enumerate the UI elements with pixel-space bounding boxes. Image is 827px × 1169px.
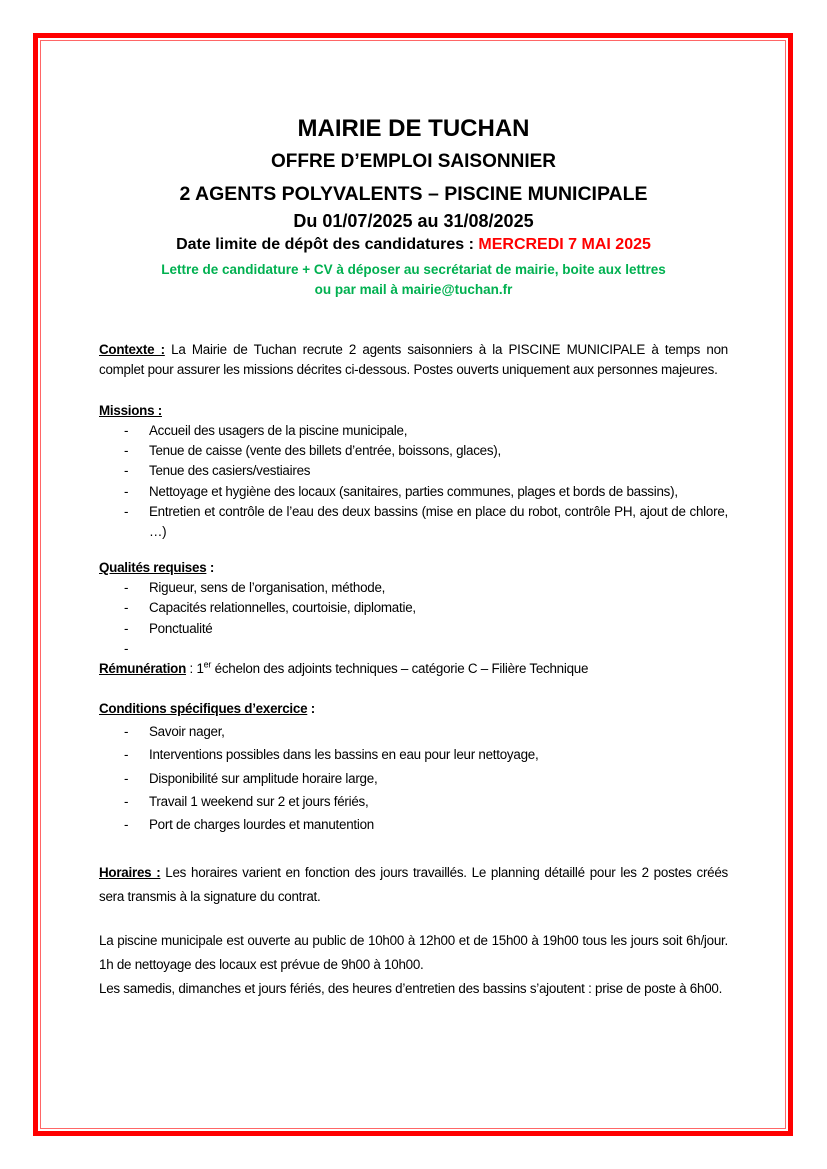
offer-body: Contexte : La Mairie de Tuchan recrute 2 agents saisonniers à la PISCINE MUNICIPALE à temps non complet pour assurer les missions décrites ci-dessous. Postes ouverts uniquement aux personnes majeures. Missions : - Accueil des usagers de la piscine municipale, - Tenue de caisse (vente des billets d’entrée, boissons, glaces), - Tenue des casiers/vestiaires - Nettoyage et hygiène des locaux (sanitaires, parties communes, plages et bords de bassins), - Entretien et contrôle de l’eau des deux bassins (mise en place du robot, contrôle PH, ajout de chlore, …) Qualités requises : - Rigueur, sens de l’organisation, méthode, - Capacités relationnelles, courtoisie, diplomatie, - Ponctualité - Rémunération : 1er échelon des adjoints techniques – catégorie C – Filière Technique Conditions spécifiques d’exercice : - Savoir nager, - Interventions possibles dans les bassins en eau pour leur nettoyage, - Disponibilité sur amplitude horaire large, - Travail 1 weekend sur 2 et jours fériés, - Port de charges lourdes et manutention Horaires : Les horaires varient en fonction des jours travaillés. Le planning détaillé pour les 2 postes créés sera transmis à la signature du contrat. La piscine municipale est ouverte au public de 10h00 à 12h00 et de 15h00 à 19h00 tous les jours soit 6h/jour. 1h de nettoyage des locaux est prévue de 9h00 à 10h00. Les samedis, dimanches et jours fériés, des heures d’entretien des bassins s’ajoutent : prise de poste à 6h00. <box>99 340 728 1001</box>
list-item: - Ponctualité <box>124 620 213 636</box>
list-item: - Tenue des casiers/vestiaires <box>124 463 311 479</box>
hours-para-2: Les samedis, dimanches et jours fériés, des heures d’entretien des bassins s’ajoutent : prise de poste à 6h00. <box>99 980 723 996</box>
apply-line-1: Lettre de candidature + CV à déposer au secrétariat de mairie, boite aux lettres <box>161 262 666 277</box>
list-item: - Travail 1 weekend sur 2 et jours fériés, <box>124 793 369 809</box>
remuneration-label: Rémunération <box>99 661 187 677</box>
remuneration-section: Rémunération : 1er échelon des adjoints techniques – catégorie C – Filière Technique <box>99 659 589 677</box>
list-item: - Entretien et contrôle de l’eau des deux bassins (mise en place du robot, contrôle PH, ajout de chlore, …) <box>124 504 728 540</box>
list-item: - Nettoyage et hygiène des locaux (sanitaires, parties communes, plages et bords de bassins), <box>124 483 678 499</box>
list-item: - Savoir nager, <box>124 723 225 739</box>
offer-title: OFFRE D’EMPLOI SAISONNIER <box>270 151 557 172</box>
missions-label: Missions : <box>99 402 162 418</box>
context-section <box>99 340 728 381</box>
list-item: - Port de charges lourdes et manutention <box>124 817 374 833</box>
list-item: - Disponibilité sur amplitude horaire large, <box>124 770 378 786</box>
qualities-label: Qualités requises <box>99 559 207 575</box>
list-item: - Accueil des usagers de la piscine municipale, <box>124 422 408 438</box>
list-item: - Tenue de caisse (vente des billets d’entrée, boissons, glaces), <box>124 443 501 459</box>
qualities-list <box>99 578 728 659</box>
period: Du 01/07/2025 au 31/08/2025 <box>293 211 534 231</box>
hours-label: Horaires : <box>99 864 161 880</box>
hours-text: Les horaires varient en fonction des jours travaillés. Le planning détaillé pour les 2 postes créés sera transmis à la signature du contrat. <box>99 864 728 904</box>
deadline <box>0 236 827 254</box>
deadline-value: MERCREDI 7 MAI 2025 <box>478 236 651 253</box>
list-item: - Interventions possibles dans les bassins en eau pour leur nettoyage, <box>124 747 539 763</box>
list-item: - Rigueur, sens de l’organisation, méthode, <box>124 579 386 595</box>
conditions-list <box>99 720 728 837</box>
context-text: La Mairie de Tuchan recrute 2 agents saisonniers à la PISCINE MUNICIPALE à temps non complet pour assurer les missions décrites ci-dessous. Postes ouverts uniquement aux personnes majeures. <box>99 342 728 378</box>
list-item: - <box>124 640 129 656</box>
missions-list <box>99 421 728 543</box>
hours-para-1: La piscine municipale est ouverte au public de 10h00 à 12h00 et de 15h00 à 19h00 tous les jours soit 6h/jour. 1h de nettoyage des locaux est prévue de 9h00 à 10h00. <box>99 932 728 972</box>
hours-section <box>99 861 728 1001</box>
org-title: MAIRIE DE TUCHAN <box>297 115 530 142</box>
apply-line-2: ou par mail à mairie@tuchan.fr <box>314 282 513 297</box>
list-item: - Capacités relationnelles, courtoisie, diplomatie, <box>124 600 416 616</box>
position-title: 2 AGENTS POLYVALENTS – PISCINE MUNICIPALE <box>179 183 648 205</box>
context-label: Contexte : <box>99 342 165 357</box>
conditions-label: Conditions spécifiques d’exercice <box>99 701 308 717</box>
deadline-label: Date limite de dépôt des candidatures : <box>176 236 479 253</box>
